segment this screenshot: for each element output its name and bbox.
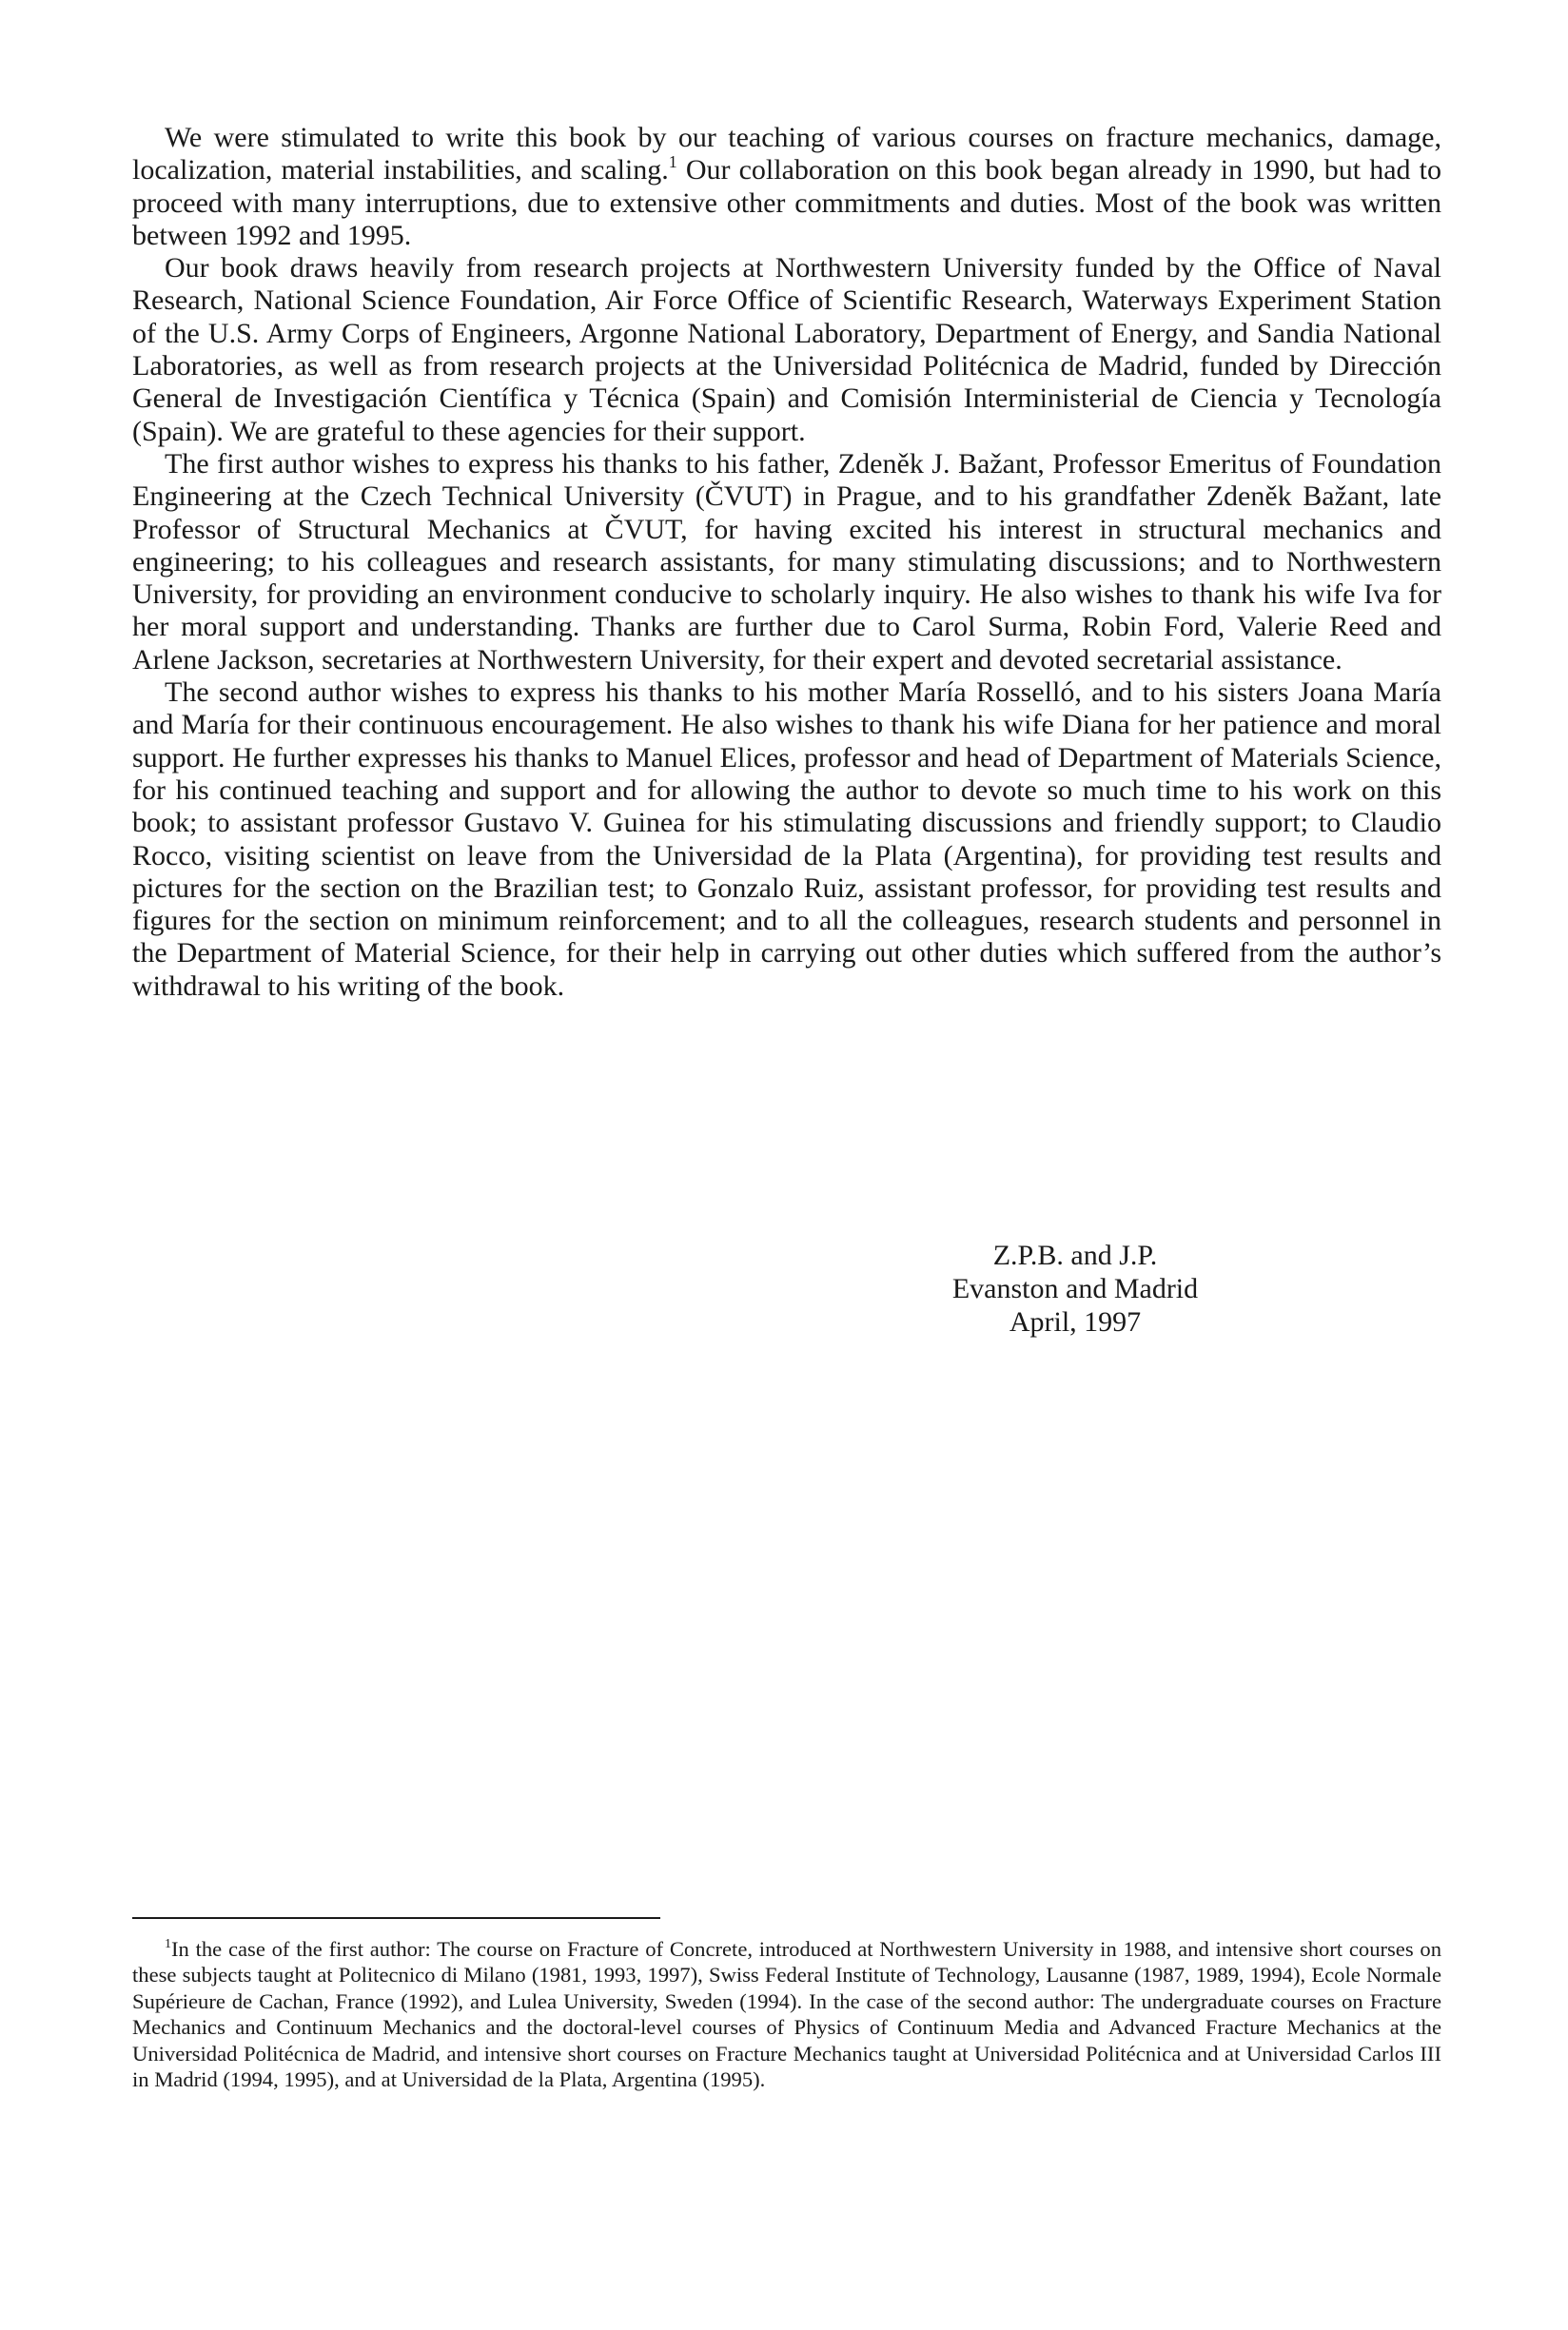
footnote-text: In the case of the first author: The course on Fracture of Concrete, introduced at Northwestern University in 1988, and intensive short courses on these subjects taught at Politecnico di Milano (1981, 1993, 1997), Swiss Federal Institute of Technology, Lausanne (1987, 1989, 1994), Ecole Normale Supérieure de Cachan, France (1992), and Lulea University, Sweden (1994). In the case of the second author: The undergraduate courses on Fracture Mechanics and Continuum Mechanics and the doctoral-level courses of Physics of Continuum Media and Advanced Fracture Mechanics at the Universidad Politécnica de Madrid, and intensive short courses on Fracture Mechanics taught at Universidad Politécnica and at Universidad Carlos III in Madrid (1994, 1995), and at Universidad de la Plata, Argentina (1995). xyxy=(132,1937,1441,2092)
signature-places: Evanston and Madrid xyxy=(951,1273,1199,1304)
paragraph-3: The first author wishes to express his thanks to his father, Zdeněk J. Bažant, Professor Emeritus of Foundation Engineering at the Czech Technical University (ČVUT) in Prague, and to his grandfather Zdeněk Bažant, late Professor of Structural Mechanics at ČVUT, for having excited his interest in structural mechanics and engineering; to his colleagues and research assistants, for many stimulating discussions; and to Northwestern University, for providing an environment conducive to scholarly inquiry. He also wishes to thank his wife Iva for her moral support and understanding. Thanks are further due to Carol Surma, Robin Ford, Valerie Reed and Arlene Jackson, secretaries at Northwestern University, for their expert and devoted secretarial assistance. xyxy=(132,447,1441,676)
footnote-marker: 1 xyxy=(165,1937,171,1951)
footnote-reference: 1 xyxy=(668,152,677,172)
paragraph-2: Our book draws heavily from research projects at Northwestern University funded by the Office of Naval Research, National Science Foundation, Air Force Office of Scientific Research, Waterways Experiment Station of the U.S. Army Corps of Engineers, Argonne National Laboratory, Department of Energy, and Sandia National Laboratories, as well as from research projects at the Universidad Politécnica de Madrid, funded by Dirección General de Investigación Científica y Técnica (Spain) and Comisión Interministerial de Ciencia y Tecnología (Spain). We are grateful to these agencies for their support. xyxy=(132,252,1441,447)
paragraph-1 xyxy=(132,122,1441,252)
signature-block xyxy=(875,1239,1275,1339)
footnote xyxy=(132,1936,1441,2092)
signature-authors: Z.P.B. and J.P. xyxy=(992,1240,1158,1271)
paragraph-1-text-a: We were stimulated to write this book by our teaching of various courses on fracture mechanics, damage, localization, material instabilities, and scaling. xyxy=(132,122,1441,186)
paragraph-4: The second author wishes to express his thanks to his mother María Rosselló, and to his sisters Joana María and María for their continuous encouragement. He also wishes to thank his wife Diana for her patience and moral support. He further expresses his thanks to Manuel Elices, professor and head of Department of Materials Science, for his continued teaching and support and for allowing the author to devote so much time to his work on this book; to assistant professor Gustavo V. Guinea for his stimulating discussions and friendly support; to Claudio Rocco, visiting scientist on leave from the Universidad de la Plata (Argentina), for providing test results and pictures for the section on the Brazilian test; to Gonzalo Ruiz, assistant professor, for providing test results and figures for the section on minimum reinforcement; and to all the colleagues, research students and personnel in the Department of Material Science, for their help in carrying out other duties which suffered from the author’s withdrawal to his writing of the book. xyxy=(132,676,1441,1002)
signature-date: April, 1997 xyxy=(1009,1306,1142,1338)
preface-body xyxy=(132,122,1441,1003)
footnote-divider xyxy=(132,1917,660,1919)
paragraph-1-text-b: Our collaboration on this book began already in 1990, but had to proceed with many interruptions, due to extensive other commitments and duties. Most of the book was written between 1992 and 1995. xyxy=(132,154,1441,251)
